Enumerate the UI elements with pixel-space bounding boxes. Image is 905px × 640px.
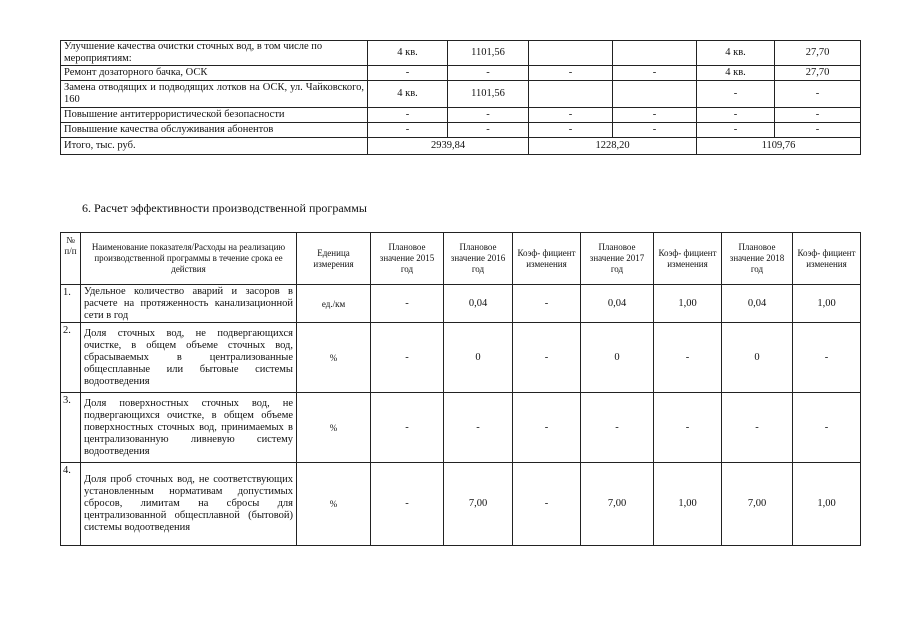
- indicator-name: Доля поверхностных сточных вод, не подвергающихся очистке, в общем объеме поверхностных сточных вод, принимаемых в централизованную ливневую систему водоотведения: [81, 393, 297, 463]
- cell-2018-value: 27,70: [775, 41, 861, 66]
- table-row: [61, 108, 861, 123]
- efficiency-table: [60, 232, 861, 546]
- coef-2018: -: [793, 393, 861, 463]
- cell-2016-value: -: [448, 66, 529, 81]
- header-coef-2018: Коэф- фициент изменения: [793, 233, 861, 285]
- cell-2017-value: -: [613, 108, 697, 123]
- plan-2015: -: [371, 393, 444, 463]
- cell-2016-value: -: [448, 108, 529, 123]
- cell-2016-quarter: -: [368, 123, 448, 138]
- plan-2017: 7,00: [581, 463, 654, 546]
- measure-name: Ремонт дозаторного бачка, ОСК: [61, 66, 368, 81]
- cell-2018-value: -: [775, 108, 861, 123]
- cell-2016-value: 1101,56: [448, 81, 529, 108]
- plan-2017: -: [581, 393, 654, 463]
- plan-2016: -: [444, 393, 513, 463]
- cell-2018-quarter: 4 кв.: [697, 41, 775, 66]
- header-name: Наименование показателя/Расходы на реализацию производственной программы в течение срока ее действия: [81, 233, 297, 285]
- row-num: 2.: [61, 323, 81, 393]
- cell-2018-quarter: -: [697, 81, 775, 108]
- table-row: [61, 393, 861, 463]
- cell-2016-value: -: [448, 123, 529, 138]
- indicator-unit: %: [297, 393, 371, 463]
- cell-2017-value: -: [613, 123, 697, 138]
- measure-name: Замена отводящих и подводящих лотков на ОСК, ул. Чайковского, 160: [61, 81, 368, 108]
- section-title: 6. Расчет эффективности производственной программы: [82, 201, 367, 215]
- header-coef-2016: Коэф- фициент изменения: [513, 233, 581, 285]
- cell-2018-quarter: 4 кв.: [697, 66, 775, 81]
- cell-2017-quarter: -: [529, 108, 613, 123]
- cell-2017-value: [613, 41, 697, 66]
- measure-name: Повышение антитеррористической безопасности: [61, 108, 368, 123]
- cell-2018-value: -: [775, 81, 861, 108]
- header-coef-2017: Коэф- фициент изменения: [654, 233, 722, 285]
- cell-2017-quarter: -: [529, 66, 613, 81]
- coef-2018: -: [793, 323, 861, 393]
- plan-2018: 0,04: [722, 285, 793, 323]
- header-plan-2016: Плановое значение 2016 год: [444, 233, 513, 285]
- indicator-name: Доля сточных вод, не подвергающихся очистке, в общем объеме сточных вод, сбрасываемых в централизованные общесплавные или бытовые системы водоотведения: [81, 323, 297, 393]
- coef-2017: 1,00: [654, 285, 722, 323]
- indicator-unit: %: [297, 323, 371, 393]
- table-row: [61, 323, 861, 393]
- coef-2016: -: [513, 323, 581, 393]
- row-num: 1.: [61, 285, 81, 323]
- plan-2018: -: [722, 393, 793, 463]
- header-plan-2015: Плановое значение 2015 год: [371, 233, 444, 285]
- plan-2016: 7,00: [444, 463, 513, 546]
- total-2017: 1228,20: [529, 138, 697, 155]
- plan-2015: -: [371, 463, 444, 546]
- header-unit: Еденица измерения: [297, 233, 371, 285]
- table-row: [61, 123, 861, 138]
- total-row: [61, 138, 861, 155]
- indicator-unit: ед./км: [297, 285, 371, 323]
- table-row: [61, 285, 861, 323]
- coef-2017: -: [654, 323, 722, 393]
- coef-2016: -: [513, 463, 581, 546]
- header-num: № п/п: [61, 233, 81, 285]
- cell-2017-quarter: [529, 41, 613, 66]
- plan-2015: -: [371, 323, 444, 393]
- cell-2018-quarter: -: [697, 108, 775, 123]
- cell-2017-quarter: [529, 81, 613, 108]
- coef-2016: -: [513, 285, 581, 323]
- cell-2016-quarter: 4 кв.: [368, 41, 448, 66]
- total-2018: 1109,76: [697, 138, 861, 155]
- cell-2016-value: 1101,56: [448, 41, 529, 66]
- plan-2016: 0: [444, 323, 513, 393]
- cell-2017-value: -: [613, 66, 697, 81]
- coef-2016: -: [513, 393, 581, 463]
- plan-2017: 0,04: [581, 285, 654, 323]
- indicator-name: Доля проб сточных вод, не соответствующих установленным нормативам допустимых сбросов, лимитам на сбросы для централизованной общесплавной (бытовой) системы водоотведения: [81, 463, 297, 546]
- cell-2017-value: [613, 81, 697, 108]
- table-row: [61, 41, 861, 66]
- plan-2018: 0: [722, 323, 793, 393]
- cell-2016-quarter: -: [368, 108, 448, 123]
- plan-2018: 7,00: [722, 463, 793, 546]
- header-plan-2018: Плановое значение 2018 год: [722, 233, 793, 285]
- measure-name: Повышение качества обслуживания абонентов: [61, 123, 368, 138]
- measure-name: Улучшение качества очистки сточных вод, в том числе по мероприятиям:: [61, 41, 368, 66]
- coef-2018: 1,00: [793, 463, 861, 546]
- coef-2017: -: [654, 393, 722, 463]
- row-num: 3.: [61, 393, 81, 463]
- cell-2017-quarter: -: [529, 123, 613, 138]
- cell-2018-quarter: -: [697, 123, 775, 138]
- total-label: Итого, тыс. руб.: [61, 138, 368, 155]
- header-row: [61, 233, 861, 285]
- plan-2016: 0,04: [444, 285, 513, 323]
- plan-2015: -: [371, 285, 444, 323]
- coef-2018: 1,00: [793, 285, 861, 323]
- indicator-unit: %: [297, 463, 371, 546]
- table-row: [61, 463, 861, 546]
- cell-2018-value: -: [775, 123, 861, 138]
- header-plan-2017: Плановое значение 2017 год: [581, 233, 654, 285]
- row-num: 4.: [61, 463, 81, 546]
- cell-2018-value: 27,70: [775, 66, 861, 81]
- table-row: [61, 81, 861, 108]
- table-row: [61, 66, 861, 81]
- indicator-name: Удельное количество аварий и засоров в расчете на протяженность канализационной сети в год: [81, 285, 297, 323]
- cell-2016-quarter: -: [368, 66, 448, 81]
- plan-2017: 0: [581, 323, 654, 393]
- measures-table: [60, 40, 861, 155]
- coef-2017: 1,00: [654, 463, 722, 546]
- total-2016: 2939,84: [368, 138, 529, 155]
- cell-2016-quarter: 4 кв.: [368, 81, 448, 108]
